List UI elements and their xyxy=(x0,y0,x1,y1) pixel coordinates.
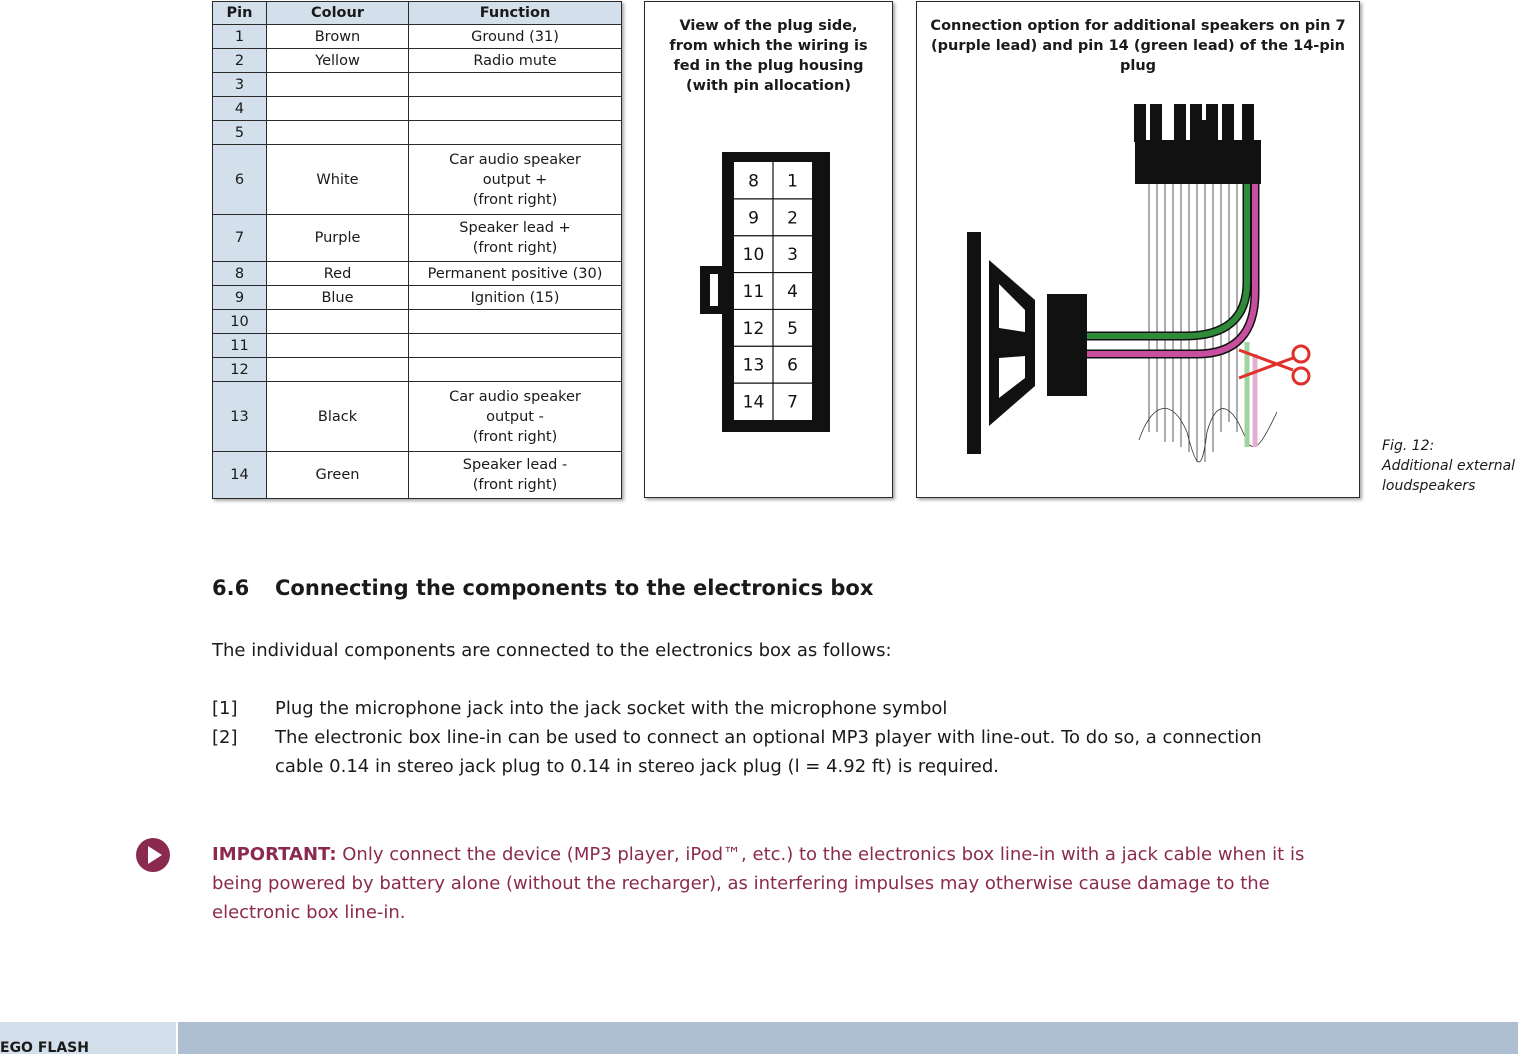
plug-pin-label: 1 xyxy=(787,171,798,192)
plug-pin-label: 10 xyxy=(742,245,765,266)
wire-colour: Black xyxy=(267,382,409,452)
pin-function: Radio mute xyxy=(409,49,622,73)
step-number: [1] xyxy=(212,698,238,719)
table-row xyxy=(213,310,622,334)
pin-number: 13 xyxy=(213,382,267,452)
table-row xyxy=(213,262,622,286)
pin-function: Permanent positive (30) xyxy=(409,262,622,286)
plug-pin-label: 11 xyxy=(742,282,765,302)
pin-function: Car audio speaker output - (front right) xyxy=(409,382,622,452)
plug-pin-label: 9 xyxy=(748,208,759,229)
header-function: Function xyxy=(409,2,622,25)
green-lead-wire xyxy=(1087,184,1247,336)
plug-pin-label: 12 xyxy=(742,318,765,339)
wire-colour: Purple xyxy=(267,215,409,262)
pin-function xyxy=(409,73,622,97)
plug-pin-label: 14 xyxy=(742,392,765,413)
table-row xyxy=(213,49,622,73)
table-row xyxy=(213,452,622,499)
footer-bar-right xyxy=(178,1022,1518,1054)
step-text: The electronic box line-in can be used to connect an optional MP3 player with line-out. To do so, a connection cable 0.14 in stereo jack plug to 0.14 in stereo jack plug (l = 4.92 ft) is required. xyxy=(275,727,1262,777)
plug-housing xyxy=(700,152,830,432)
pin-number: 4 xyxy=(213,97,267,121)
pin-number: 12 xyxy=(213,358,267,382)
pin-number: 1 xyxy=(213,25,267,49)
plug-pin-label: 5 xyxy=(787,318,798,339)
table-row xyxy=(213,334,622,358)
important-label: IMPORTANT: xyxy=(212,844,337,865)
wire-colour: Brown xyxy=(267,25,409,49)
pin-number: 6 xyxy=(213,145,267,215)
table-row xyxy=(213,215,622,262)
wire-colour xyxy=(267,97,409,121)
pin-function xyxy=(409,310,622,334)
speaker-connection-figure xyxy=(916,1,1360,498)
step-text: Plug the microphone jack into the jack socket with the microphone symbol xyxy=(275,698,948,719)
pin-function xyxy=(409,358,622,382)
plug-connector xyxy=(1134,104,1261,184)
speaker-wiring-diagram xyxy=(917,2,1359,497)
table-row xyxy=(213,358,622,382)
pin-function: Ground (31) xyxy=(409,25,622,49)
pin-number: 11 xyxy=(213,334,267,358)
pin-number: 14 xyxy=(213,452,267,499)
wire-colour: Blue xyxy=(267,286,409,310)
plug-pin-view-figure xyxy=(644,1,893,498)
header-colour: Colour xyxy=(267,2,409,25)
table-row xyxy=(213,145,622,215)
table-row xyxy=(213,73,622,97)
plug-pin-label: 8 xyxy=(748,171,759,192)
pin-number: 2 xyxy=(213,49,267,73)
pin-function xyxy=(409,97,622,121)
plug-pin-label: 6 xyxy=(787,355,798,376)
pin-function xyxy=(409,334,622,358)
table-row xyxy=(213,25,622,49)
pin-number: 8 xyxy=(213,262,267,286)
table-header-row xyxy=(213,2,622,25)
plug-pin-label: 7 xyxy=(787,392,798,413)
table-row xyxy=(213,382,622,452)
pin-function: Ignition (15) xyxy=(409,286,622,310)
step-number: [2] xyxy=(212,727,238,748)
plug-pin-label: 4 xyxy=(787,282,798,302)
speaker-figure-caption: Connection option for additional speakers on pin 7 (purple lead) and pin 14 (green lead) of the 14-pin plug xyxy=(930,18,1346,74)
pin-allocation-table xyxy=(212,1,622,499)
pin-number: 7 xyxy=(213,215,267,262)
wire-colour xyxy=(267,73,409,97)
pin-number: 3 xyxy=(213,73,267,97)
plug-pin-label: 13 xyxy=(742,355,765,376)
wire-colour: Red xyxy=(267,262,409,286)
pin-function: Speaker lead + (front right) xyxy=(409,215,622,262)
table-row xyxy=(213,286,622,310)
wire-colour: Yellow xyxy=(267,49,409,73)
table-row xyxy=(213,97,622,121)
section-heading xyxy=(212,576,873,600)
table-row xyxy=(213,121,622,145)
plug-pin-label: 2 xyxy=(787,208,798,229)
wire-colour xyxy=(267,358,409,382)
wire-colour xyxy=(267,310,409,334)
pin-function: Speaker lead - (front right) xyxy=(409,452,622,499)
plug-diagram xyxy=(645,2,892,497)
footer-brand: EGO FLASH xyxy=(0,1040,89,1056)
important-text: Only connect the device (MP3 player, iPod™, etc.) to the electronics box line-in with a jack cable when it is being powered by battery alone (without the recharger), as interfering impulses may otherwise cause damage to the electronic box line-in. xyxy=(212,844,1305,923)
important-note xyxy=(212,840,1342,927)
pin-number: 10 xyxy=(213,310,267,334)
wire-colour: White xyxy=(267,145,409,215)
pin-number: 9 xyxy=(213,286,267,310)
wire-colour xyxy=(267,334,409,358)
wire-colour xyxy=(267,121,409,145)
figure-caption: Fig. 12: Additional external loudspeakers xyxy=(1382,438,1516,494)
pin-function xyxy=(409,121,622,145)
header-pin: Pin xyxy=(213,2,267,25)
pin-function: Car audio speaker output + (front right) xyxy=(409,145,622,215)
section-number: 6.6 xyxy=(212,576,250,600)
play-arrow-icon xyxy=(135,837,171,873)
pin-number: 5 xyxy=(213,121,267,145)
section-title: Connecting the components to the electronics box xyxy=(275,576,874,600)
speaker-icon xyxy=(967,232,1087,454)
wire-colour: Green xyxy=(267,452,409,499)
intro-paragraph: The individual components are connected to the electronics box as follows: xyxy=(212,640,892,661)
plug-figure-caption: View of the plug side, from which the wiring is fed in the plug housing (with pin allocation) xyxy=(669,18,868,94)
plug-pin-label: 3 xyxy=(787,245,798,266)
